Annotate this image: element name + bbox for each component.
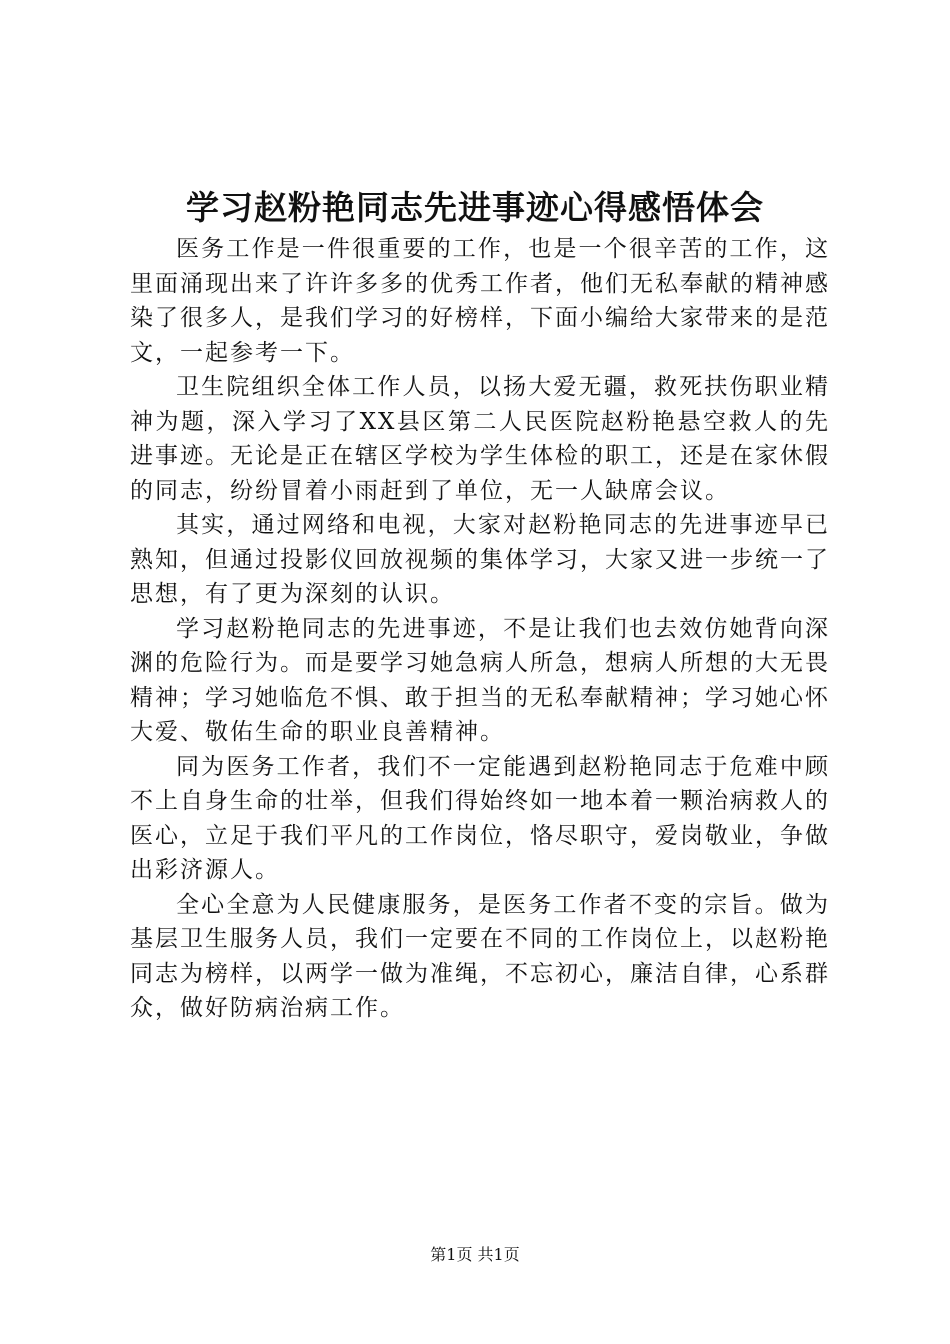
paragraph-6: 全心全意为人民健康服务，是医务工作者不变的宗旨。做为基层卫生服务人员，我们一定要在不同的工作岗位上，以赵粉艳同志为榜样，以两学一做为准绳，不忘初心，廉洁自律，心系群众，做好防病治病工作。 (130, 891, 830, 1021)
page-footer: 第1页 共1页 (430, 1245, 520, 1264)
document-title: 学习赵粉艳同志先进事迹心得感悟体会 (186, 188, 764, 227)
paragraph-4: 学习赵粉艳同志的先进事迹，不是让我们也去效仿她背向深渊的危险行为。而是要学习她急病人所急，想病人所想的大无畏精神；学习她临危不惧、敢于担当的无私奉献精神；学习她心怀大爱、敬佑生命的职业良善精神。 (130, 615, 830, 745)
paragraph-5: 同为医务工作者，我们不一定能遇到赵粉艳同志于危难中顾不上自身生命的壮举，但我们得始终如一地本着一颗治病救人的医心，立足于我们平凡的工作岗位，恪尽职守，爱岗敬业，争做出彩济源人。 (130, 753, 830, 883)
paragraph-3: 其实，通过网络和电视，大家对赵粉艳同志的先进事迹早已熟知，但通过投影仪回放视频的集体学习，大家又进一步统一了思想，有了更为深刻的认识。 (130, 512, 830, 607)
paragraph-2: 卫生院组织全体工作人员，以扬大爱无疆，救死扶伤职业精神为题，深入学习了XX县区第二人民医院赵粉艳悬空救人的先进事迹。无论是正在辖区学校为学生体检的职工，还是在家休假的同志，纷纷冒着小雨赶到了单位，无一人缺席会议。 (130, 374, 830, 504)
paragraph-1: 医务工作是一件很重要的工作，也是一个很辛苦的工作，这里面涌现出来了许许多多的优秀工作者，他们无私奉献的精神感染了很多人，是我们学习的好榜样，下面小编给大家带来的是范文，一起参考一下。 (130, 236, 830, 366)
document-body (130, 232, 830, 1026)
